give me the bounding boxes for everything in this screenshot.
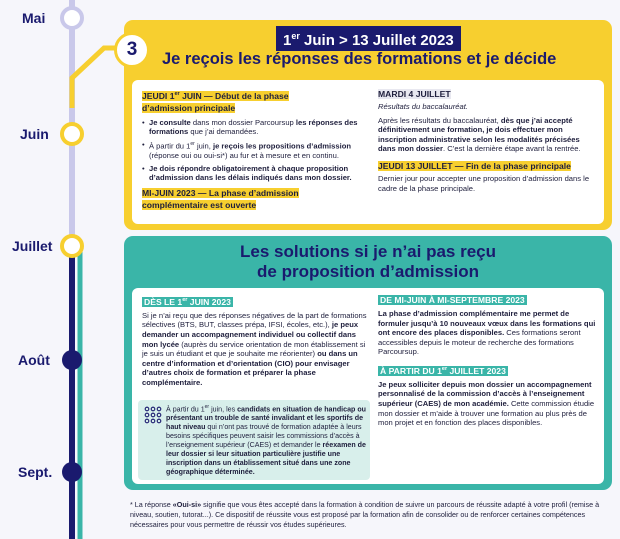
timeline: [0, 0, 124, 539]
dots-grid-icon: [144, 406, 162, 424]
list-item: • Je dois répondre obligatoirement à chaque proposition d’admission dans les délais indiqués dans mon dossier.: [142, 164, 364, 183]
solutions-card: [132, 288, 604, 484]
month-juin: Juin: [20, 126, 49, 142]
handicap-info-text: À partir du 1er juin, les candidats en situation de handicap ou présentant un trouble de santé invalidant et les sportifs de haut niveau qui n’ont pas trouvé de formation adaptée à leurs besoins spécifiques peuvent saisir les commissions d’accès à l’enseignement supérieur (CAES) et demander le réexamen de leur dossier si leur situation particulière justifie une inscription dans un établissement situé dans une zone géographique déterminée.: [166, 404, 366, 476]
inscription-text: Après les résultats du baccalauréat, dès que j’ai accepté définitivement une formation, je dois effectuer mon inscription administrative selon les modalités précisées dans mon dossier. C’est la dernière étape avant la rentrée.: [378, 115, 581, 154]
marker-juillet: [62, 236, 82, 256]
solutions-panel: [124, 236, 612, 490]
heading-mardi-4-juillet: MARDI 4 JUILLET: [378, 89, 451, 99]
list-item: • À partir du 1er juin, je reçois les propositions d’admission (réponse oui ou oui-si*) au fur et à mesure et en continu.: [142, 140, 364, 161]
step-number-badge: [114, 32, 150, 68]
step-3-card: [132, 80, 604, 224]
month-aout: Août: [18, 352, 50, 368]
heading-a-partir-1-juillet: À PARTIR DU 1er JUILLET 2023: [380, 365, 506, 376]
solutions-title-line-2: de proposition d’admission: [257, 262, 479, 281]
heading-mi-juin-mi-septembre: DE MI-JUIN À MI-SEPTEMBRE 2023: [380, 295, 525, 305]
accompagnement-text: Si je n’ai reçu que des réponses négatives de la part de formations sélectives (BTS, BUT, classes prépa, IFSI, écoles, etc.), je peux demander un accompagnement individuel ou collectif dans mon lycée (auprès du service orientation de mon établissement si je suis un étudiant et que je souhaite me réorienter) ou dans un centre d’information et d’orientation (CIO) pour envisager d’autres choix de formation et préparer la phase complémentaire.: [142, 310, 367, 388]
heading-jeudi-1-juin: JEUDI 1er JUIN — Début de la phase d’admission principale: [142, 90, 289, 113]
date-range-banner: [276, 26, 461, 51]
date-range-sup: er: [291, 31, 300, 41]
list-item: • Je consulte dans mon dossier Parcoursup les réponses des formations que j’ai demandées.: [142, 118, 364, 137]
timeline-yellow-path: [72, 48, 118, 108]
date-range-rest: Juin > 13 Juillet 2023: [299, 32, 454, 49]
marker-sept: [62, 462, 82, 482]
handicap-info-box: [138, 400, 370, 480]
month-mai: Mai: [22, 10, 46, 26]
footnote: * La réponse «Oui-si» signifie que vous êtes accepté dans la formation à condition de suivre un parcours de réussite adapté à votre profil (remise à niveau, soutien, tutorat...). Ce dispositif de réussite vous est proposé par la formation afin de consolider ou de renforcer certaines compétences nécessaires pour vous permettre de réussir vos études supérieures.: [130, 500, 600, 529]
bullet-list-admission: [142, 118, 364, 183]
step-number: 3: [126, 39, 138, 60]
phase-complementaire-text: La phase d’admission complémentaire me permet de formuler jusqu’à 10 nouveaux vœux dans les formations qui ont encore des places disponibles. Ces formations seront accessibles depuis le moteur de recherche des formations Parcoursup.: [378, 309, 596, 357]
heading-jeudi-13-juillet: JEUDI 13 JUILLET — Fin de la phase principale: [378, 160, 571, 171]
marker-aout: [62, 350, 82, 370]
step-title: Je reçois les réponses des formations et je décide: [162, 50, 557, 68]
step-3-right-column: [378, 88, 594, 193]
marker-mai: [62, 8, 82, 28]
heading-des-le-1-juin: DÈS LE 1er JUIN 2023: [144, 296, 231, 307]
bac-results-note: Résultats du baccalauréat.: [378, 102, 468, 111]
month-juillet: Juillet: [12, 238, 53, 254]
date-range-day: 1: [283, 32, 292, 49]
solutions-right-column: [378, 294, 596, 428]
month-sept: Sept.: [18, 464, 53, 480]
step-3-left-column: [142, 88, 364, 211]
solutions-left-column: [142, 294, 368, 388]
solutions-title: [124, 242, 612, 282]
solutions-title-line-1: Les solutions si je n’ai pas reçu: [239, 242, 497, 261]
caes-text: Je peux solliciter depuis mon dossier un accompagnement personnalisé de la commission d’accès à l’enseignement supérieur (CAES) de mon académie. Cette commission étudie mon dossier et m’aide à trouver une formation au plus près de mon projet et en fonction des places disponibles.: [378, 379, 595, 428]
last-day-text: Dernier jour pour accepter une proposition d’admission dans le cadre de la phase principale.: [378, 173, 590, 193]
marker-juin: [62, 124, 82, 144]
step-3-panel: [124, 20, 612, 230]
heading-mi-juin: MI-JUIN 2023 — La phase d’admission complémentaire est ouverte: [142, 187, 299, 210]
